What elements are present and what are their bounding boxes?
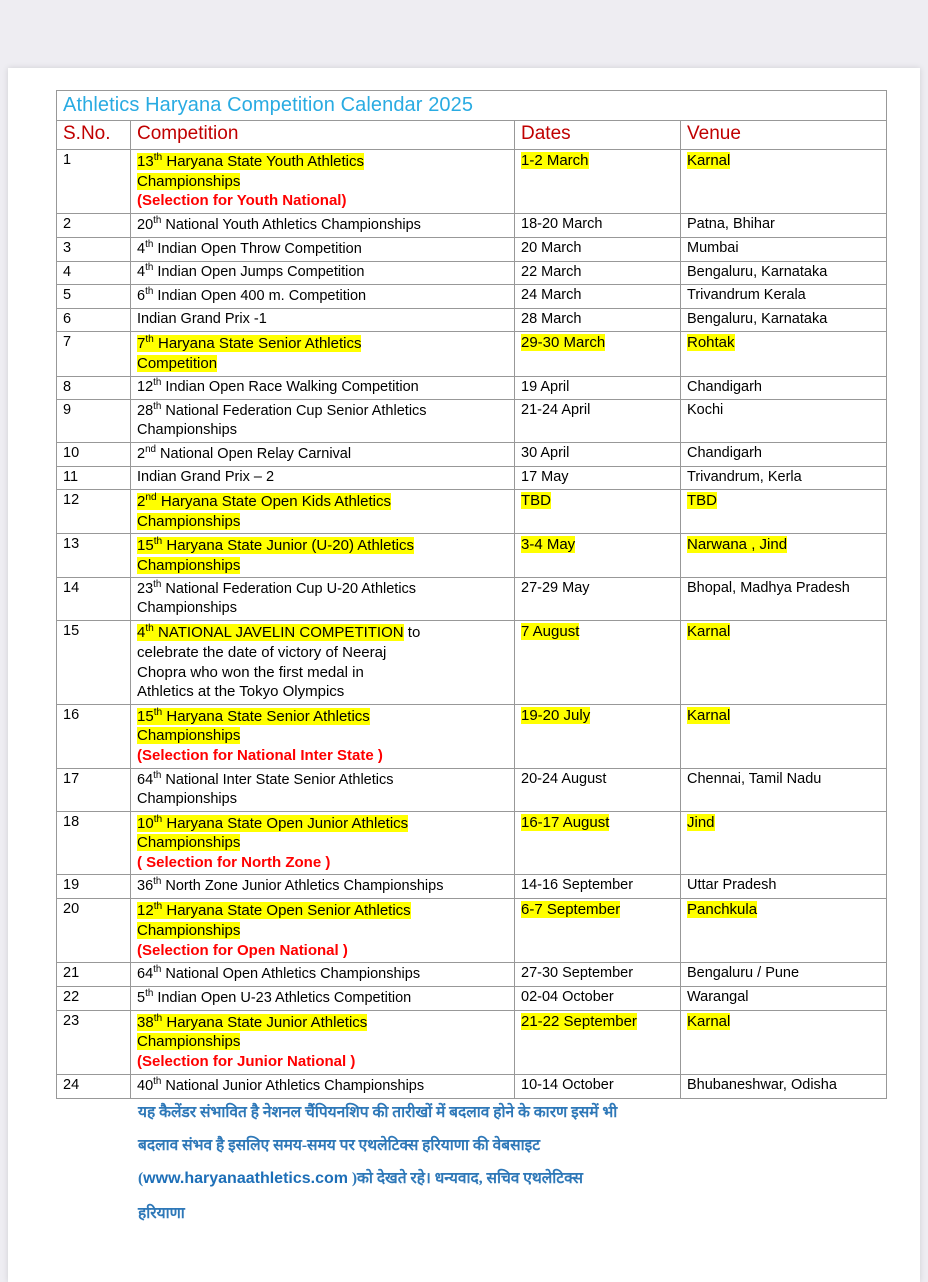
competition-line: Championships [137, 1033, 241, 1051]
competition-line: 2nd Haryana State Open Kids Athletics [137, 491, 391, 510]
cell-sno: 21 [57, 963, 131, 987]
cell-sno: 20 [57, 899, 131, 963]
column-header-sno: S.No. [57, 121, 131, 150]
selection-note: ( Selection for North Zone ) [137, 853, 331, 871]
cell-sno: 15 [57, 621, 131, 705]
selection-note: (Selection for Youth National) [137, 192, 347, 210]
cell-venue: Mumbai [681, 237, 887, 261]
table-row [57, 261, 887, 285]
footer-paren-open: ( [138, 1170, 144, 1188]
ordinal-number: 2 [137, 492, 146, 510]
table-row [57, 768, 887, 811]
table-row [57, 443, 887, 467]
cell-sno: 22 [57, 987, 131, 1011]
cell-dates: 7 August [515, 621, 681, 705]
cell-dates: 18-20 March [515, 213, 681, 237]
cell-competition [131, 1010, 515, 1074]
cell-competition [131, 621, 515, 705]
cell-venue: Bhopal, Madhya Pradesh [681, 578, 887, 621]
cell-venue: Bengaluru / Pune [681, 963, 887, 987]
ordinal-number: 64 [137, 771, 154, 788]
ordinal-number: 23 [137, 581, 154, 598]
ordinal-number: 40 [137, 1077, 154, 1094]
cell-competition [131, 443, 515, 467]
cell-sno: 3 [57, 237, 131, 261]
competition-line: Championships [137, 172, 241, 190]
cell-sno: 4 [57, 261, 131, 285]
website-link[interactable]: www.haryanaathletics.com [143, 1170, 348, 1188]
competition-line: 4th NATIONAL JAVELIN COMPETITION to [137, 623, 421, 642]
cell-venue: Karnal [681, 621, 887, 705]
ordinal-number: 4 [137, 240, 146, 257]
ordinal-suffix: th [145, 238, 154, 250]
cell-sno: 17 [57, 768, 131, 811]
footer-line-3-suffix: )को देखते रहे। धन्यवाद, सचिव एथलेटिक्स [347, 1170, 583, 1188]
cell-sno: 1 [57, 150, 131, 214]
competition-line: 13th Haryana State Youth Athletics [137, 152, 364, 171]
cell-dates: 19 April [515, 376, 681, 400]
cell-dates: TBD [515, 489, 681, 533]
cell-venue: Chandigarh [681, 443, 887, 467]
table-title-row [57, 91, 887, 121]
competition-line: 36th North Zone Junior Athletics Championships [137, 876, 444, 895]
ordinal-suffix: th [153, 579, 162, 591]
footer-note [138, 1096, 798, 1230]
competition-line: 15th Haryana State Junior (U-20) Athletics [137, 536, 414, 555]
table-row [57, 1010, 887, 1074]
cell-competition [131, 309, 515, 332]
cell-venue: Kochi [681, 400, 887, 443]
competition-line: 12th Indian Open Race Walking Competition [137, 377, 419, 396]
cell-venue: Uttar Pradesh [681, 875, 887, 899]
ordinal-number: 13 [137, 153, 154, 171]
cell-venue: Trivandrum Kerala [681, 285, 887, 309]
cell-dates: 21-22 September [515, 1010, 681, 1074]
cell-sno: 13 [57, 534, 131, 578]
cell-dates: 20-24 August [515, 768, 681, 811]
cell-sno: 19 [57, 875, 131, 899]
ordinal-number: 15 [137, 537, 154, 555]
table-row [57, 400, 887, 443]
cell-dates: 19-20 July [515, 704, 681, 768]
cell-venue: Rohtak [681, 332, 887, 376]
competition-line: 40th National Junior Athletics Championships [137, 1075, 425, 1094]
table-row [57, 489, 887, 533]
cell-dates: 28 March [515, 309, 681, 332]
table-row [57, 332, 887, 376]
cell-venue: Warangal [681, 987, 887, 1011]
competition-line: 20th National Youth Athletics Championships [137, 214, 421, 233]
cell-competition [131, 811, 515, 875]
competition-line: Championships [137, 600, 237, 617]
table-body [57, 150, 887, 1099]
ordinal-number: 12 [137, 379, 154, 396]
table-row [57, 963, 887, 987]
cell-dates: 3-4 May [515, 534, 681, 578]
ordinal-suffix: th [153, 901, 163, 913]
cell-sno: 23 [57, 1010, 131, 1074]
cell-competition [131, 578, 515, 621]
ordinal-number: 4 [137, 624, 146, 642]
table-row [57, 376, 887, 400]
cell-sno: 6 [57, 309, 131, 332]
ordinal-number: 2 [137, 445, 146, 462]
cell-competition [131, 400, 515, 443]
cell-venue: Karnal [681, 150, 887, 214]
cell-venue: Bengaluru, Karnataka [681, 261, 887, 285]
cell-venue: Patna, Bhihar [681, 213, 887, 237]
competition-line: Athletics at the Tokyo Olympics [137, 683, 345, 701]
competition-line: 38th Haryana State Junior Athletics [137, 1012, 368, 1031]
selection-note: (Selection for National Inter State ) [137, 747, 383, 765]
cell-sno: 7 [57, 332, 131, 376]
ordinal-number: 10 [137, 814, 154, 832]
table-row [57, 1074, 887, 1098]
document-title: Athletics Haryana Competition Calendar 2025 [57, 91, 887, 121]
competition-line: 64th National Open Athletics Championships [137, 964, 421, 983]
cell-competition [131, 285, 515, 309]
table-row [57, 704, 887, 768]
ordinal-suffix: th [153, 214, 162, 226]
cell-sno: 9 [57, 400, 131, 443]
ordinal-suffix: th [153, 706, 163, 718]
cell-venue: Chennai, Tamil Nadu [681, 768, 887, 811]
cell-venue: Trivandrum, Kerla [681, 466, 887, 489]
cell-competition [131, 376, 515, 400]
ordinal-suffix: th [153, 401, 162, 413]
cell-dates: 30 April [515, 443, 681, 467]
cell-dates: 1-2 March [515, 150, 681, 214]
competition-line: 23th National Federation Cup U-20 Athletics [137, 579, 417, 598]
cell-venue: Karnal [681, 1010, 887, 1074]
cell-sno: 24 [57, 1074, 131, 1098]
cell-venue: TBD [681, 489, 887, 533]
ordinal-number: 4 [137, 264, 146, 281]
competition-line: Championships [137, 727, 241, 745]
cell-dates: 17 May [515, 466, 681, 489]
competition-line: 12th Haryana State Open Senior Athletics [137, 901, 411, 920]
cell-dates: 22 March [515, 261, 681, 285]
cell-sno: 16 [57, 704, 131, 768]
table-row [57, 466, 887, 489]
ordinal-number: 6 [137, 288, 146, 305]
competition-line: 7th Haryana State Senior Athletics [137, 334, 362, 353]
footer-line-3 [138, 1162, 798, 1196]
selection-note: (Selection for Junior National ) [137, 1053, 356, 1071]
ordinal-suffix: th [153, 876, 162, 888]
competition-calendar-table [56, 90, 887, 1099]
cell-dates: 27-29 May [515, 578, 681, 621]
ordinal-suffix: nd [145, 491, 157, 503]
ordinal-suffix: th [153, 769, 162, 781]
cell-sno: 10 [57, 443, 131, 467]
cell-dates: 14-16 September [515, 875, 681, 899]
competition-line: Indian Grand Prix -1 [137, 311, 267, 328]
competition-line: 4th Indian Open Jumps Competition [137, 262, 365, 281]
ordinal-suffix: th [145, 262, 154, 274]
competition-line: Championships [137, 422, 237, 439]
cell-dates: 24 March [515, 285, 681, 309]
table-row [57, 875, 887, 899]
cell-competition [131, 261, 515, 285]
ordinal-number: 15 [137, 707, 154, 725]
footer-line-2: बदलाव संभव है इसलिए समय-समय पर एथलेटिक्स हरियाणा की वेबसाइट [138, 1137, 541, 1155]
cell-competition [131, 899, 515, 963]
competition-line: 2nd National Open Relay Carnival [137, 444, 352, 462]
cell-competition [131, 875, 515, 899]
table-row [57, 578, 887, 621]
cell-competition [131, 963, 515, 987]
ordinal-number: 64 [137, 966, 154, 983]
ordinal-suffix: th [153, 1075, 162, 1087]
cell-competition [131, 534, 515, 578]
competition-line: Championships [137, 556, 241, 574]
competition-line: Competition [137, 354, 218, 372]
cell-dates: 20 March [515, 237, 681, 261]
cell-competition [131, 466, 515, 489]
footer-line-1: यह कैलेंडर संभावित है नेशनल चैंपियनशिप की तारीखों में बदलाव होने के कारण इसमें भी [138, 1104, 618, 1121]
cell-venue: Bhubaneshwar, Odisha [681, 1074, 887, 1098]
cell-dates: 21-24 April [515, 400, 681, 443]
ordinal-number: 38 [137, 1013, 154, 1031]
ordinal-number: 12 [137, 902, 154, 920]
selection-note: (Selection for Open National ) [137, 941, 348, 959]
table-row [57, 213, 887, 237]
competition-line: 64th National Inter State Senior Athletics [137, 769, 394, 788]
column-header-competition: Competition [131, 121, 515, 150]
cell-competition [131, 150, 515, 214]
ordinal-suffix: th [153, 536, 163, 548]
competition-line: Championships [137, 834, 241, 852]
competition-line: Championships [137, 790, 237, 807]
cell-sno: 5 [57, 285, 131, 309]
cell-sno: 2 [57, 213, 131, 237]
cell-dates: 10-14 October [515, 1074, 681, 1098]
cell-competition [131, 704, 515, 768]
table-row [57, 534, 887, 578]
cell-competition [131, 768, 515, 811]
ordinal-suffix: nd [145, 444, 157, 456]
cell-venue: Panchkula [681, 899, 887, 963]
ordinal-suffix: th [153, 813, 163, 825]
competition-line: 15th Haryana State Senior Athletics [137, 706, 370, 725]
cell-competition [131, 987, 515, 1011]
cell-dates: 27-30 September [515, 963, 681, 987]
cell-sno: 14 [57, 578, 131, 621]
table-row [57, 285, 887, 309]
table-row [57, 150, 887, 214]
cell-competition [131, 489, 515, 533]
ordinal-suffix: th [153, 1012, 163, 1024]
cell-dates: 16-17 August [515, 811, 681, 875]
cell-dates: 6-7 September [515, 899, 681, 963]
ordinal-suffix: th [153, 152, 163, 164]
cell-competition [131, 332, 515, 376]
ordinal-suffix: th [145, 623, 154, 635]
cell-dates: 02-04 October [515, 987, 681, 1011]
cell-competition [131, 213, 515, 237]
competition-line: 5th Indian Open U-23 Athletics Competition [137, 988, 412, 1006]
ordinal-suffix: th [145, 334, 154, 346]
cell-competition [131, 237, 515, 261]
competition-line: Indian Grand Prix – 2 [137, 468, 275, 485]
competition-line: 10th Haryana State Open Junior Athletics [137, 813, 409, 832]
ordinal-suffix: th [153, 964, 162, 976]
footer-line-4: हरियाणा [138, 1204, 185, 1222]
cell-venue: Jind [681, 811, 887, 875]
ordinal-number: 5 [137, 989, 146, 1006]
table-row [57, 237, 887, 261]
competition-line: Championships [137, 921, 241, 939]
table-row [57, 899, 887, 963]
competition-line: 4th Indian Open Throw Competition [137, 238, 362, 257]
ordinal-number: 36 [137, 878, 154, 895]
cell-venue: Bengaluru, Karnataka [681, 309, 887, 332]
table-row [57, 621, 887, 705]
competition-line: Championships [137, 512, 241, 530]
cell-venue: Chandigarh [681, 376, 887, 400]
cell-sno: 8 [57, 376, 131, 400]
cell-sno: 11 [57, 466, 131, 489]
ordinal-number: 28 [137, 403, 154, 420]
column-header-venue: Venue [681, 121, 887, 150]
column-header-dates: Dates [515, 121, 681, 150]
ordinal-suffix: th [153, 377, 162, 389]
cell-venue: Narwana , Jind [681, 534, 887, 578]
table-row [57, 811, 887, 875]
table-row [57, 987, 887, 1011]
cell-venue: Karnal [681, 704, 887, 768]
ordinal-number: 7 [137, 335, 146, 353]
ordinal-suffix: th [145, 286, 154, 298]
cell-sno: 12 [57, 489, 131, 533]
cell-sno: 18 [57, 811, 131, 875]
ordinal-number: 20 [137, 216, 154, 233]
cell-competition [131, 1074, 515, 1098]
document-page [8, 68, 920, 1282]
table-header-row [57, 121, 887, 150]
ordinal-suffix: th [145, 988, 154, 1000]
competition-line: Chopra who won the first medal in [137, 663, 364, 681]
cell-dates: 29-30 March [515, 332, 681, 376]
competition-line: 6th Indian Open 400 m. Competition [137, 286, 367, 305]
competition-line: 28th National Federation Cup Senior Athletics [137, 401, 427, 420]
table-row [57, 309, 887, 332]
competition-line: celebrate the date of victory of Neeraj [137, 643, 387, 661]
